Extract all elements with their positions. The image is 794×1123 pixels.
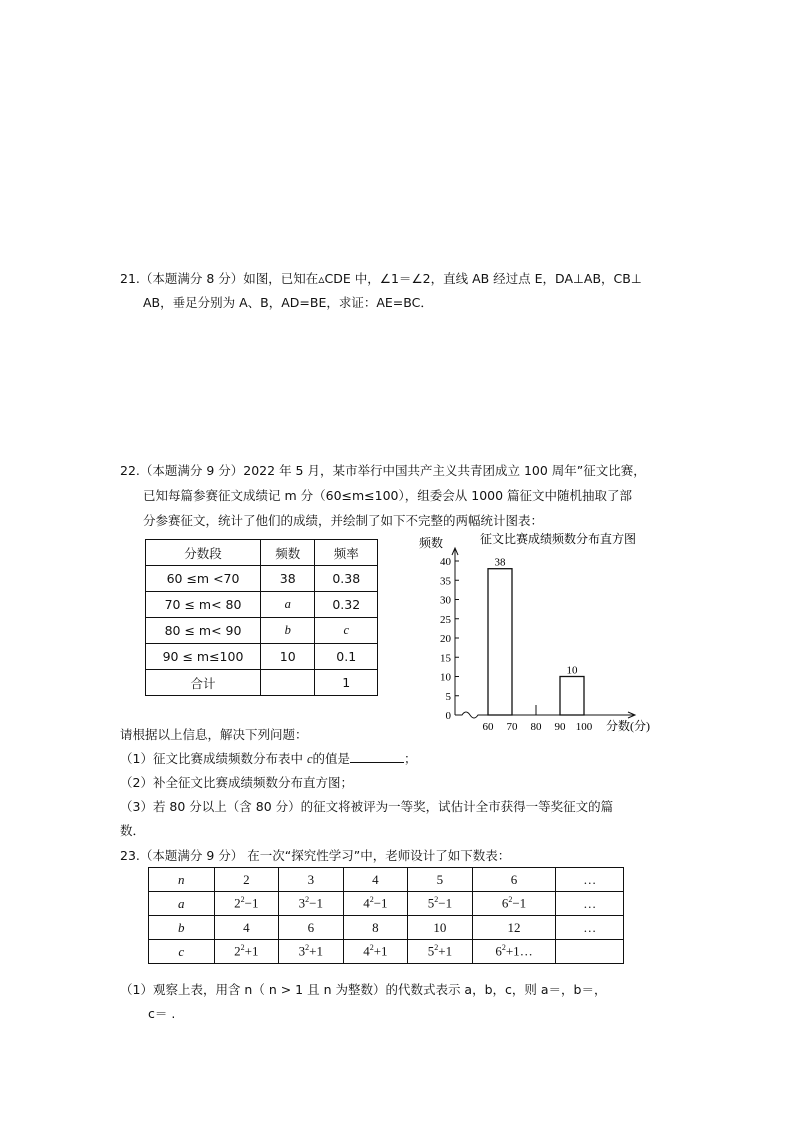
q22-sub1-text2: 的值是 <box>312 751 351 766</box>
q23-sub1-line1: （1）观察上表，用含 n（ n > 1 且 n 为整数）的代数式表示 a，b，c，则 a＝，b＝， <box>120 982 607 997</box>
table-cell-suffix: +1 <box>373 943 388 959</box>
table-header-row <box>146 540 378 566</box>
bar-value-label: 38 <box>494 556 506 569</box>
y-tick-label: 40 <box>440 556 451 568</box>
table-cell-suffix: −1 <box>244 895 259 911</box>
x-tick-label: 60 <box>482 721 494 733</box>
bar-value-label: 10 <box>566 664 578 677</box>
x-tick-label: 90 <box>554 721 566 733</box>
q22-line1: 22.（本题满分 9 分）2022 年 5 月，某市举行中国共产主义共青团成立 100 周年”征文比赛， <box>120 463 646 478</box>
table-row <box>146 670 378 696</box>
table-cell: 10 <box>408 916 473 940</box>
table-cell: 5 <box>408 868 473 892</box>
table-cell-base: 6 <box>501 895 509 911</box>
table-cell: 3 <box>279 868 344 892</box>
table-cell: 4 <box>343 868 408 892</box>
histogram-chart <box>410 528 670 738</box>
table-cell <box>214 940 279 964</box>
q22-sub1-text: （1）征文比赛成绩频数分布表中 <box>120 751 307 766</box>
y-tick-label: 5 <box>445 690 451 703</box>
y-tick-label: 20 <box>440 633 451 645</box>
table-cell: 70 ≤ m< 80 <box>146 592 261 618</box>
table-cell-exp: 2 <box>305 943 310 953</box>
table-cell-suffix: +1 <box>309 943 324 959</box>
table-cell-base: 3 <box>298 943 306 959</box>
table-cell: 6 <box>279 916 344 940</box>
table-cell <box>279 940 344 964</box>
table-cell: … <box>556 916 624 940</box>
table-cell: 0.1 <box>315 644 378 670</box>
table-cell-exp: 2 <box>508 895 513 905</box>
q22-line3: 分参赛征文，统计了他们的成绩，并绘制了如下不完整的两幅统计图表： <box>143 513 544 528</box>
table-cell-suffix: +1 <box>505 943 520 959</box>
table-row <box>146 618 378 644</box>
table-row <box>146 592 378 618</box>
table-cell: 6 <box>472 868 556 892</box>
table-cell: 12 <box>472 916 556 940</box>
q22-sub1 <box>120 749 417 767</box>
table-cell-base: 2 <box>234 943 241 959</box>
table-cell: 10 <box>261 644 315 670</box>
table-cell-suffix: −1 <box>512 895 527 911</box>
table-cell-exp: 2 <box>434 895 439 905</box>
table-cell <box>556 940 624 964</box>
number-table <box>148 867 624 964</box>
table-cell: b <box>261 618 315 644</box>
x-tick-label: 80 <box>530 721 542 733</box>
table-cell: 4 <box>214 916 279 940</box>
q22-sub3-line1: （3）若 80 分以上（含 80 分）的征文将被评为一等奖，试估计全市获得一等奖征文的篇 <box>120 799 614 814</box>
y-tick-label: 15 <box>440 652 451 665</box>
table-cell: c <box>315 618 378 644</box>
table-cell-base: 5 <box>427 943 435 959</box>
table-header-cell: 分数段 <box>146 540 261 566</box>
table-cell-base: 6 <box>495 943 502 959</box>
q21-line1: 21.（本题满分 8 分）如图，已知在▵CDE 中，∠1＝∠2，直线 AB 经过点 E，DA⊥AB，CB⊥ <box>120 271 642 286</box>
table-cell: 60 ≤m <70 <box>146 566 261 592</box>
table-cell: 80 ≤ m< 90 <box>146 618 261 644</box>
x-tick-label: 70 <box>506 721 518 733</box>
table-cell <box>279 892 344 916</box>
table-cell-base: 2 <box>234 895 241 911</box>
table-cell: … <box>556 892 624 916</box>
x-tick-label: 100 <box>575 721 593 733</box>
table-header-cell: 频率 <box>315 540 378 566</box>
table-cell: 0.32 <box>315 592 378 618</box>
table-cell: 2 <box>214 868 279 892</box>
q22-sub1-end: ； <box>404 751 417 766</box>
table-cell-exp: 2 <box>501 943 506 953</box>
table-cell-suffix: +1 <box>244 943 259 959</box>
table-header-cell: 频数 <box>261 540 315 566</box>
answer-blank[interactable] <box>350 750 404 763</box>
q22-prompt: 请根据以上信息，解决下列问题： <box>120 727 308 742</box>
q22-sub3-line2: 数． <box>120 823 146 838</box>
table-row <box>146 644 378 670</box>
table-cell: 1 <box>315 670 378 696</box>
table-cell: 38 <box>261 566 315 592</box>
frequency-table <box>145 539 378 696</box>
table-row-label: n <box>149 868 215 892</box>
histogram-bar <box>488 569 512 715</box>
x-axis-line <box>455 712 634 718</box>
table-cell <box>408 892 473 916</box>
x-axis-label: 分数(分) <box>606 719 650 733</box>
table-row-label: a <box>149 892 215 916</box>
y-tick-label: 35 <box>440 575 451 588</box>
table-cell <box>343 940 408 964</box>
table-cell-base: 5 <box>427 895 435 911</box>
q21-line2: AB，垂足分别为 A、B，AD=BE，求证：AE=BC． <box>143 295 433 310</box>
table-row-label: b <box>149 916 215 940</box>
y-tick-label: 25 <box>440 613 451 626</box>
table-cell: 8 <box>343 916 408 940</box>
table-cell-suffix: −1 <box>373 895 388 911</box>
y-tick-label: 0 <box>445 710 451 722</box>
y-tick-label: 30 <box>440 594 451 607</box>
q23-sub1-line2: c＝ . <box>148 1006 176 1021</box>
table-cell <box>261 670 315 696</box>
table-cell-exp: 2 <box>369 895 374 905</box>
table-cell <box>472 940 556 964</box>
table-cell <box>214 892 279 916</box>
table-row <box>146 566 378 592</box>
table-cell-exp: 2 <box>240 943 245 953</box>
table-row <box>149 916 624 940</box>
table-cell <box>408 940 473 964</box>
table-cell-suffix: +1 <box>438 943 453 959</box>
table-row <box>149 892 624 916</box>
table-cell: 0.38 <box>315 566 378 592</box>
histogram-bar <box>560 677 584 716</box>
q22-sub2: （2）补全征文比赛成绩频数分布直方图； <box>120 775 353 790</box>
table-row <box>149 940 624 964</box>
table-cell: 合计 <box>146 670 261 696</box>
y-tick-label: 10 <box>440 671 451 684</box>
table-cell-base: 4 <box>363 895 370 911</box>
table-cell <box>343 892 408 916</box>
table-cell: … <box>556 868 624 892</box>
table-cell-base: 4 <box>363 943 370 959</box>
table-cell-base: 3 <box>298 895 306 911</box>
chart-title: 征文比赛成绩频数分布直方图 <box>480 532 637 546</box>
table-cell: 90 ≤ m≤100 <box>146 644 261 670</box>
q23-line1: 23.（本题满分 9 分） 在一次“探究性学习”中，老师设计了如下数表： <box>120 848 511 863</box>
q22-sub1-var: c <box>306 752 313 766</box>
table-row <box>149 868 624 892</box>
table-row-label: c <box>149 940 215 964</box>
table-cell-ellipsis: … <box>519 943 533 959</box>
table-cell-suffix: −1 <box>309 895 324 911</box>
table-cell <box>472 892 556 916</box>
q22-line2: 已知每篇参赛征文成绩记 m 分（60≤m≤100），组委会从 1000 篇征文中随机抽取了部 <box>143 488 633 503</box>
table-cell-exp: 2 <box>369 943 374 953</box>
table-cell: a <box>261 592 315 618</box>
table-cell-exp: 2 <box>240 895 245 905</box>
y-axis-label: 频数 <box>419 536 444 550</box>
table-cell-exp: 2 <box>434 943 439 953</box>
table-cell-exp: 2 <box>305 895 310 905</box>
table-cell-suffix: −1 <box>438 895 453 911</box>
